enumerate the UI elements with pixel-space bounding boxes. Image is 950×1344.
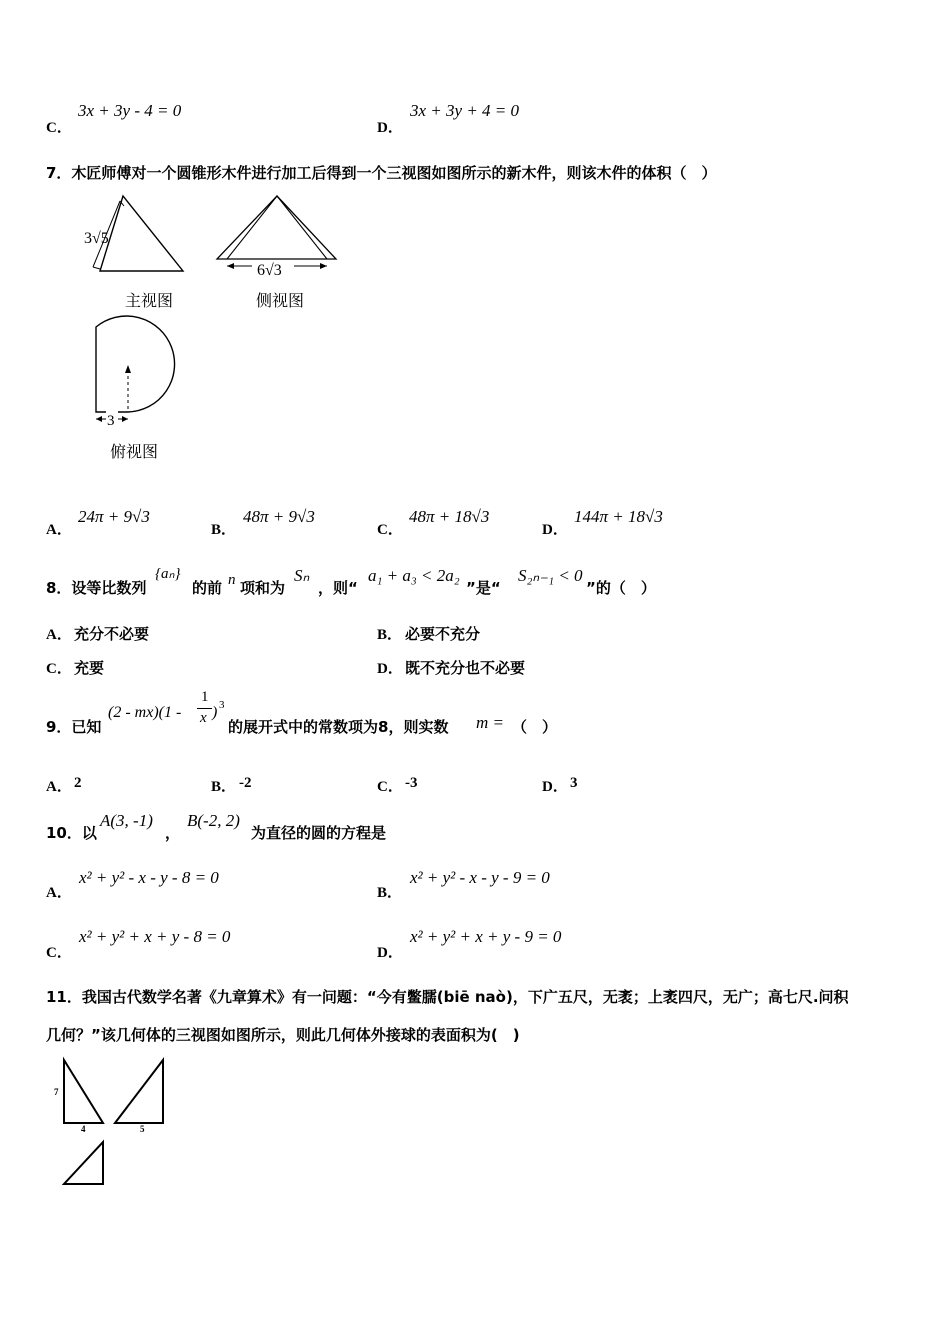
q10-text-1: 10．以 [46,824,97,842]
side-dim-label: 6√3 [257,262,282,279]
q8-option-b-text: 必要不充分 [405,625,481,643]
q8-option-d-text: 既不充分也不必要 [405,659,526,677]
q7-option-a-expr: 24π + 9√3 [78,507,150,526]
side-view-inner-edges [227,196,327,259]
front-view-triangle [100,196,183,271]
q9-option-d-label: D． [542,779,568,795]
q11-label-4: 4 [81,1124,86,1134]
q9-frac-den: x [200,710,207,726]
top-view-caption: 俯视图 [110,442,159,461]
q7-option-b-label: B． [211,522,237,538]
q8-text-1: 8．设等比数列 [46,579,147,597]
q11-front-view [64,1060,103,1123]
q8-option-d-label: D． [377,661,403,677]
q8-S: Sₙ [294,566,310,585]
q7-option-a-label: A． [46,522,72,538]
q10-option-b-label: B． [377,885,403,901]
q9-m: m = [476,713,504,732]
q7-option-c-expr: 48π + 18√3 [409,507,490,526]
front-view-caption: 主视图 [125,291,174,310]
q10-option-d-label: D． [377,945,403,961]
q8-cond1: a₁ + a₃ < 2a₂ [368,566,460,585]
q9-option-c-label: C． [377,779,403,795]
q8-seq: {aₙ} [155,566,181,582]
q7-option-d-expr: 144π + 18√3 [574,507,663,526]
q11-side-view [115,1060,163,1123]
q7-option-d-label: D． [542,522,568,538]
q9-option-a-text: 2 [74,775,82,791]
q8-option-a-label: A． [46,627,72,643]
q9-frac-num: 1 [201,689,209,705]
q9-option-d-text: 3 [570,775,578,791]
q9-option-c-text: -3 [405,775,418,791]
q8-text-2: 的前 [192,579,223,597]
q9-option-b-text: -2 [239,775,252,791]
top-view-outline [96,316,175,412]
q11-three-views [48,1052,178,1192]
q9-exponent: 3 [219,699,225,711]
q11-line-2: 几何？”该几何体的三视图如图所示，则此几何体外接球的表面积为( ) [46,1026,520,1044]
q8-text-3: 项和为 [240,579,286,597]
q9-text-1: 9．已知 [46,718,102,736]
q11-label-7: 7 [54,1087,59,1097]
q7-option-b-expr: 48π + 9√3 [243,507,315,526]
q6-option-c-expr: 3x + 3y - 4 = 0 [78,101,182,120]
q6-option-d-expr: 3x + 3y + 4 = 0 [410,101,520,120]
q9-option-a-label: A． [46,779,72,795]
q8-text-4: ，则“ [318,579,358,597]
q9-frac-bar [197,708,212,709]
q10-option-a-expr: x² + y² - x - y - 8 = 0 [79,868,219,887]
q7-stem: 7．木匠师傅对一个圆锥形木件进行加工后得到一个三视图如图所示的新木件，则该木件的体积（ ） [46,164,717,182]
q9-expr-left: (2 - mx)(1 - [108,704,182,721]
top-dim-label: 3 [107,413,115,429]
q8-n: n [228,572,236,588]
q10-point-a: A(3, -1) [100,811,153,830]
q11-line-1: 11．我国古代数学名著《九章算术》有一问题：“今有鳖臑(biē naò)，下广五尺，无袤；上袤四尺，无广；高七尺.问积 [46,988,849,1006]
q8-cond2: S₂ₙ₋₁ < 0 [518,566,583,585]
q10-option-c-expr: x² + y² + x + y - 8 = 0 [79,927,231,946]
side-view-caption: 侧视图 [256,291,305,310]
q9-option-b-label: B． [211,779,237,795]
q10-comma: ， [165,824,181,842]
q6-option-d-label: D． [377,120,403,136]
q11-label-5: 5 [140,1124,145,1134]
q9-text-2: 的展开式中的常数项为8，则实数 [228,718,449,736]
q6-option-c-label: C． [46,120,72,136]
q10-option-b-expr: x² + y² - x - y - 9 = 0 [410,868,550,887]
q11-top-view [64,1142,103,1184]
q8-text-6: ”的（ ） [586,579,656,597]
q8-option-c-label: C． [46,661,72,677]
q7-front-side-views [80,193,350,313]
q10-option-d-expr: x² + y² + x + y - 9 = 0 [410,927,562,946]
q8-option-c-text: 充要 [74,659,105,677]
q10-point-b: B(-2, 2) [187,811,240,830]
q8-option-a-text: 充分不必要 [74,625,150,643]
q8-option-b-label: B． [377,627,403,643]
q8-text-5: ”是“ [466,579,501,597]
q10-option-c-label: C． [46,945,72,961]
q10-text-2: 为直径的圆的方程是 [251,824,387,842]
q7-top-view [88,315,198,435]
q9-text-3: （ ） [512,718,558,736]
q9-expr-right: ) [212,704,218,721]
q7-option-c-label: C． [377,522,403,538]
q10-option-a-label: A． [46,885,72,901]
front-dim-label: 3√5 [84,230,109,247]
